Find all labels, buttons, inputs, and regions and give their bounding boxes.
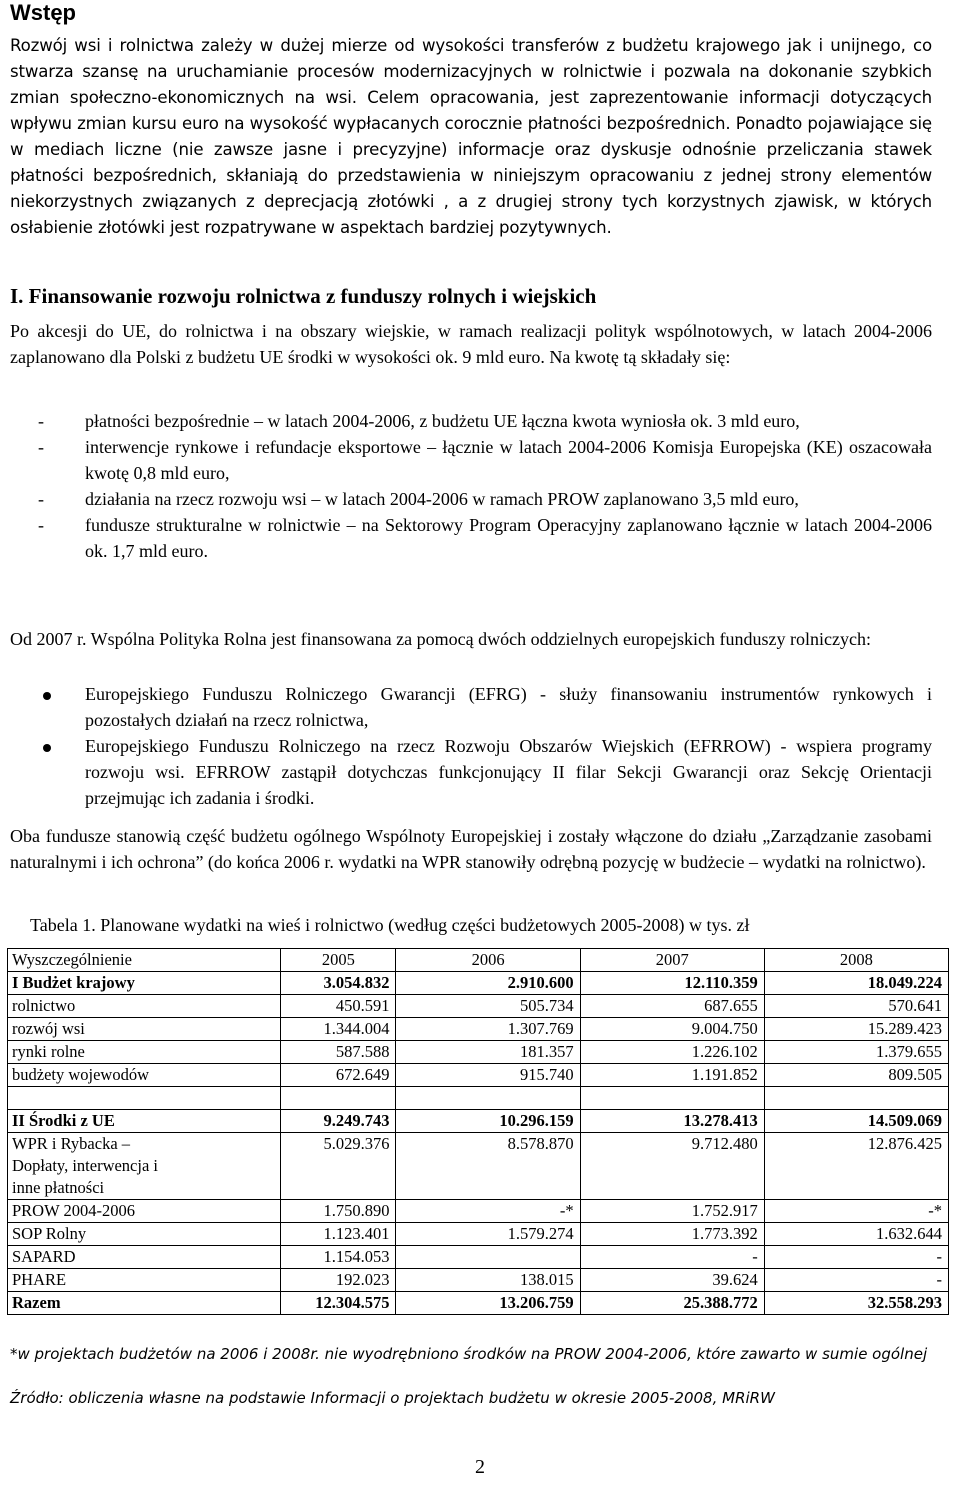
table-row (8, 995, 949, 1018)
page-number: 2 (475, 1456, 485, 1478)
table-cell: 192.023 (281, 1269, 396, 1292)
list-item (10, 512, 932, 564)
table-cell: 15.289.423 (764, 1018, 948, 1041)
table-cell: 1.226.102 (580, 1041, 764, 1064)
table-cell: 5.029.376 (281, 1133, 396, 1200)
list-item (10, 681, 932, 733)
table-cell: 3.054.832 (281, 972, 396, 995)
table-row-label: rolnictwo (8, 995, 281, 1018)
list-item (10, 733, 932, 811)
table-cell (396, 1087, 580, 1110)
table-cell: 1.773.392 (580, 1223, 764, 1246)
funds-paragraph: Oba fundusze stanowią część budżetu ogólnego Wspólnoty Europejskiej i zostały włączone do działu „Zarządzanie zasobami naturalnymi i ich ochrona” (do końca 2006 r. wydatki na WPR stanowiły odrębną pozycję w budżecie – wydatki na rolnictwo). (10, 826, 932, 872)
table-cell: 12.304.575 (281, 1292, 396, 1315)
table-cell: 672.649 (281, 1064, 396, 1087)
dash-marker: - (38, 437, 44, 457)
table-cell: 1.154.053 (281, 1246, 396, 1269)
table-row-label: rynki rolne (8, 1041, 281, 1064)
table-cell: -* (764, 1200, 948, 1223)
table-cell: 9.004.750 (580, 1018, 764, 1041)
table-row-label: Razem (8, 1292, 281, 1315)
table-cell: 13.278.413 (580, 1110, 764, 1133)
table-cell: 1.379.655 (764, 1041, 948, 1064)
section-heading: I. Finansowanie rozwoju rolnictwa z funduszy rolnych i wiejskich (10, 284, 597, 308)
table-spacer-row (8, 1087, 949, 1110)
table-row (8, 1110, 949, 1133)
table-row-label: II Środki z UE (8, 1110, 281, 1133)
list-item-text: Europejskiego Funduszu Rolniczego Gwarancji (EFRG) - służy finansowaniu instrumentów rynkowych i pozostałych działań na rzecz rolnictwa, (85, 684, 932, 730)
dash-marker: - (38, 515, 44, 535)
table-cell: 39.624 (580, 1269, 764, 1292)
table-cell: 1.344.004 (281, 1018, 396, 1041)
bullet-icon (43, 692, 51, 700)
table-cell: 8.578.870 (396, 1133, 580, 1200)
list-item (10, 486, 932, 512)
intro-paragraph: Rozwój wsi i rolnictwa zależy w dużej mierze od wysokości transferów z budżetu krajowego jak i unijnego, co stwarza szansę na uruchamianie procesów modernizacyjnych w rolnictwie i pozwala na dokonanie szybkich zmian społeczno-ekonomicznych na wsi. Celem opracowania, jest zaprezentowanie informacji dotyczących wpływu zmian kursu euro na wysokość wypłacanych corocznie płatności bezpośrednich. Ponadto pojawiające się w mediach liczne (nie zawsze jasne i precyzyjne) informacje oraz dyskusje odnośnie przeliczania stawek płatności bezpośrednich, skłaniają do przedstawienia w niniejszym opracowaniu z jednej strony elementów niekorzystnych związanych z deprecjacją złotówki , a z drugiej strony tych korzystnych zjawisk, w których osłabienie złotówki jest rozpatrywane w aspektach bardziej pozytywnych. (10, 36, 932, 237)
table-header-cell: Wyszczególnienie (8, 949, 281, 972)
bullet-icon (43, 744, 51, 752)
table-cell: 25.388.772 (580, 1292, 764, 1315)
table-row-label: budżety wojewodów (8, 1064, 281, 1087)
dash-marker: - (38, 411, 44, 431)
table-cell: - (764, 1269, 948, 1292)
list-item-text: działania na rzecz rozwoju wsi – w latach 2004-2006 w ramach PROW zaplanowano 3,5 mld euro, (85, 489, 799, 509)
table-cell: 9.249.743 (281, 1110, 396, 1133)
table-cell: 181.357 (396, 1041, 580, 1064)
table-cell (281, 1087, 396, 1110)
table-header-cell: 2007 (580, 949, 764, 972)
table-header-cell: 2005 (281, 949, 396, 972)
budget-table (7, 948, 949, 1315)
table-source: Źródło: obliczenia własne na podstawie Informacji o projektach budżetu w okresie 2005-2008, MRiRW (10, 1389, 775, 1407)
table-cell (396, 1246, 580, 1269)
table-row-label: SAPARD (8, 1246, 281, 1269)
table-row (8, 1018, 949, 1041)
table-cell: 1.579.274 (396, 1223, 580, 1246)
table-row (8, 1246, 949, 1269)
table-cell: 450.591 (281, 995, 396, 1018)
table-cell: 18.049.224 (764, 972, 948, 995)
table-header-row (8, 949, 949, 972)
table-row (8, 1064, 949, 1087)
list-item-text: Europejskiego Funduszu Rolniczego na rzecz Rozwoju Obszarów Wiejskich (EFRROW) - wspiera programy rozwoju wsi. EFRROW zastąpił dotychczas funkcjonujący II filar Sekcji Gwarancji oraz Sekcję Orientacji przejmując ich zadania i środki. (85, 736, 932, 808)
table-cell: 1.632.644 (764, 1223, 948, 1246)
list-item-text: interwencje rynkowe i refundacje eksportowe – łącznie w latach 2004-2006 Komisja Europejska (KE) oszacowała kwotę 0,8 mld euro, (85, 437, 932, 483)
dash-marker: - (38, 489, 44, 509)
table-body (8, 949, 949, 1315)
table-cell: 1.750.890 (281, 1200, 396, 1223)
table-row (8, 1200, 949, 1223)
table-cell: 12.876.425 (764, 1133, 948, 1200)
table-row-label: PROW 2004-2006 (8, 1200, 281, 1223)
table-cell: 505.734 (396, 995, 580, 1018)
table-cell: 14.509.069 (764, 1110, 948, 1133)
table-cell: 915.740 (396, 1064, 580, 1087)
table-row (8, 972, 949, 995)
bullet-list (10, 681, 932, 811)
table-cell: 9.712.480 (580, 1133, 764, 1200)
table-cell: 1.123.401 (281, 1223, 396, 1246)
table-cell: - (764, 1246, 948, 1269)
table-cell: -* (396, 1200, 580, 1223)
table-cell: 687.655 (580, 995, 764, 1018)
table-row (8, 1133, 949, 1200)
section-paragraph: Po akcesji do UE, do rolnictwa i na obszary wiejskie, w ramach realizacji polityk wspólnotowych, w latach 2004-2006 zaplanowano dla Polski z budżetu UE środki w wysokości ok. 9 mld euro. Na kwotę tą składały się: (10, 321, 932, 367)
table-row-label: I Budżet krajowy (8, 972, 281, 995)
table-cell: 2.910.600 (396, 972, 580, 995)
paragraph-2007: Od 2007 r. Wspólna Polityka Rolna jest finansowana za pomocą dwóch oddzielnych europejskich funduszy rolniczych: (10, 629, 871, 649)
table-cell (580, 1087, 764, 1110)
table-cell: 10.296.159 (396, 1110, 580, 1133)
table-caption: Tabela 1. Planowane wydatki na wieś i rolnictwo (według części budżetowych 2005-2008) w tys. zł (30, 915, 750, 935)
table-cell: 587.588 (281, 1041, 396, 1064)
list-item-text: płatności bezpośrednie – w latach 2004-2006, z budżetu UE łączna kwota wyniosła ok. 3 mld euro, (85, 411, 800, 431)
table-row-label: SOP Rolny (8, 1223, 281, 1246)
table-row (8, 1292, 949, 1315)
list-item-text: fundusze strukturalne w rolnictwie – na Sektorowy Program Operacyjny zaplanowano łącznie w latach 2004-2006 ok. 1,7 mld euro. (85, 515, 932, 561)
table-cell: 13.206.759 (396, 1292, 580, 1315)
table-row (8, 1041, 949, 1064)
table-row-label: rozwój wsi (8, 1018, 281, 1041)
table-cell: 1.752.917 (580, 1200, 764, 1223)
table-row (8, 1223, 949, 1246)
table-cell: 12.110.359 (580, 972, 764, 995)
table-cell: 138.015 (396, 1269, 580, 1292)
table-row-label (8, 1087, 281, 1110)
table-row (8, 1269, 949, 1292)
dash-list (10, 408, 932, 564)
page-heading: Wstęp (10, 0, 76, 25)
table-header-cell: 2006 (396, 949, 580, 972)
table-cell (764, 1087, 948, 1110)
table-cell: 570.641 (764, 995, 948, 1018)
table-cell: 32.558.293 (764, 1292, 948, 1315)
table-header-cell: 2008 (764, 949, 948, 972)
table-footnote: *w projektach budżetów na 2006 i 2008r. nie wyodrębniono środków na PROW 2004-2006, które zawarto w sumie ogólnej (10, 1345, 928, 1363)
table-row-label: WPR i Rybacka – Dopłaty, interwencja i inne płatności (8, 1133, 281, 1200)
list-item (10, 434, 932, 486)
list-item (10, 408, 932, 434)
table-cell: 809.505 (764, 1064, 948, 1087)
table-cell: 1.191.852 (580, 1064, 764, 1087)
table-cell: - (580, 1246, 764, 1269)
table-cell: 1.307.769 (396, 1018, 580, 1041)
table-row-label: PHARE (8, 1269, 281, 1292)
